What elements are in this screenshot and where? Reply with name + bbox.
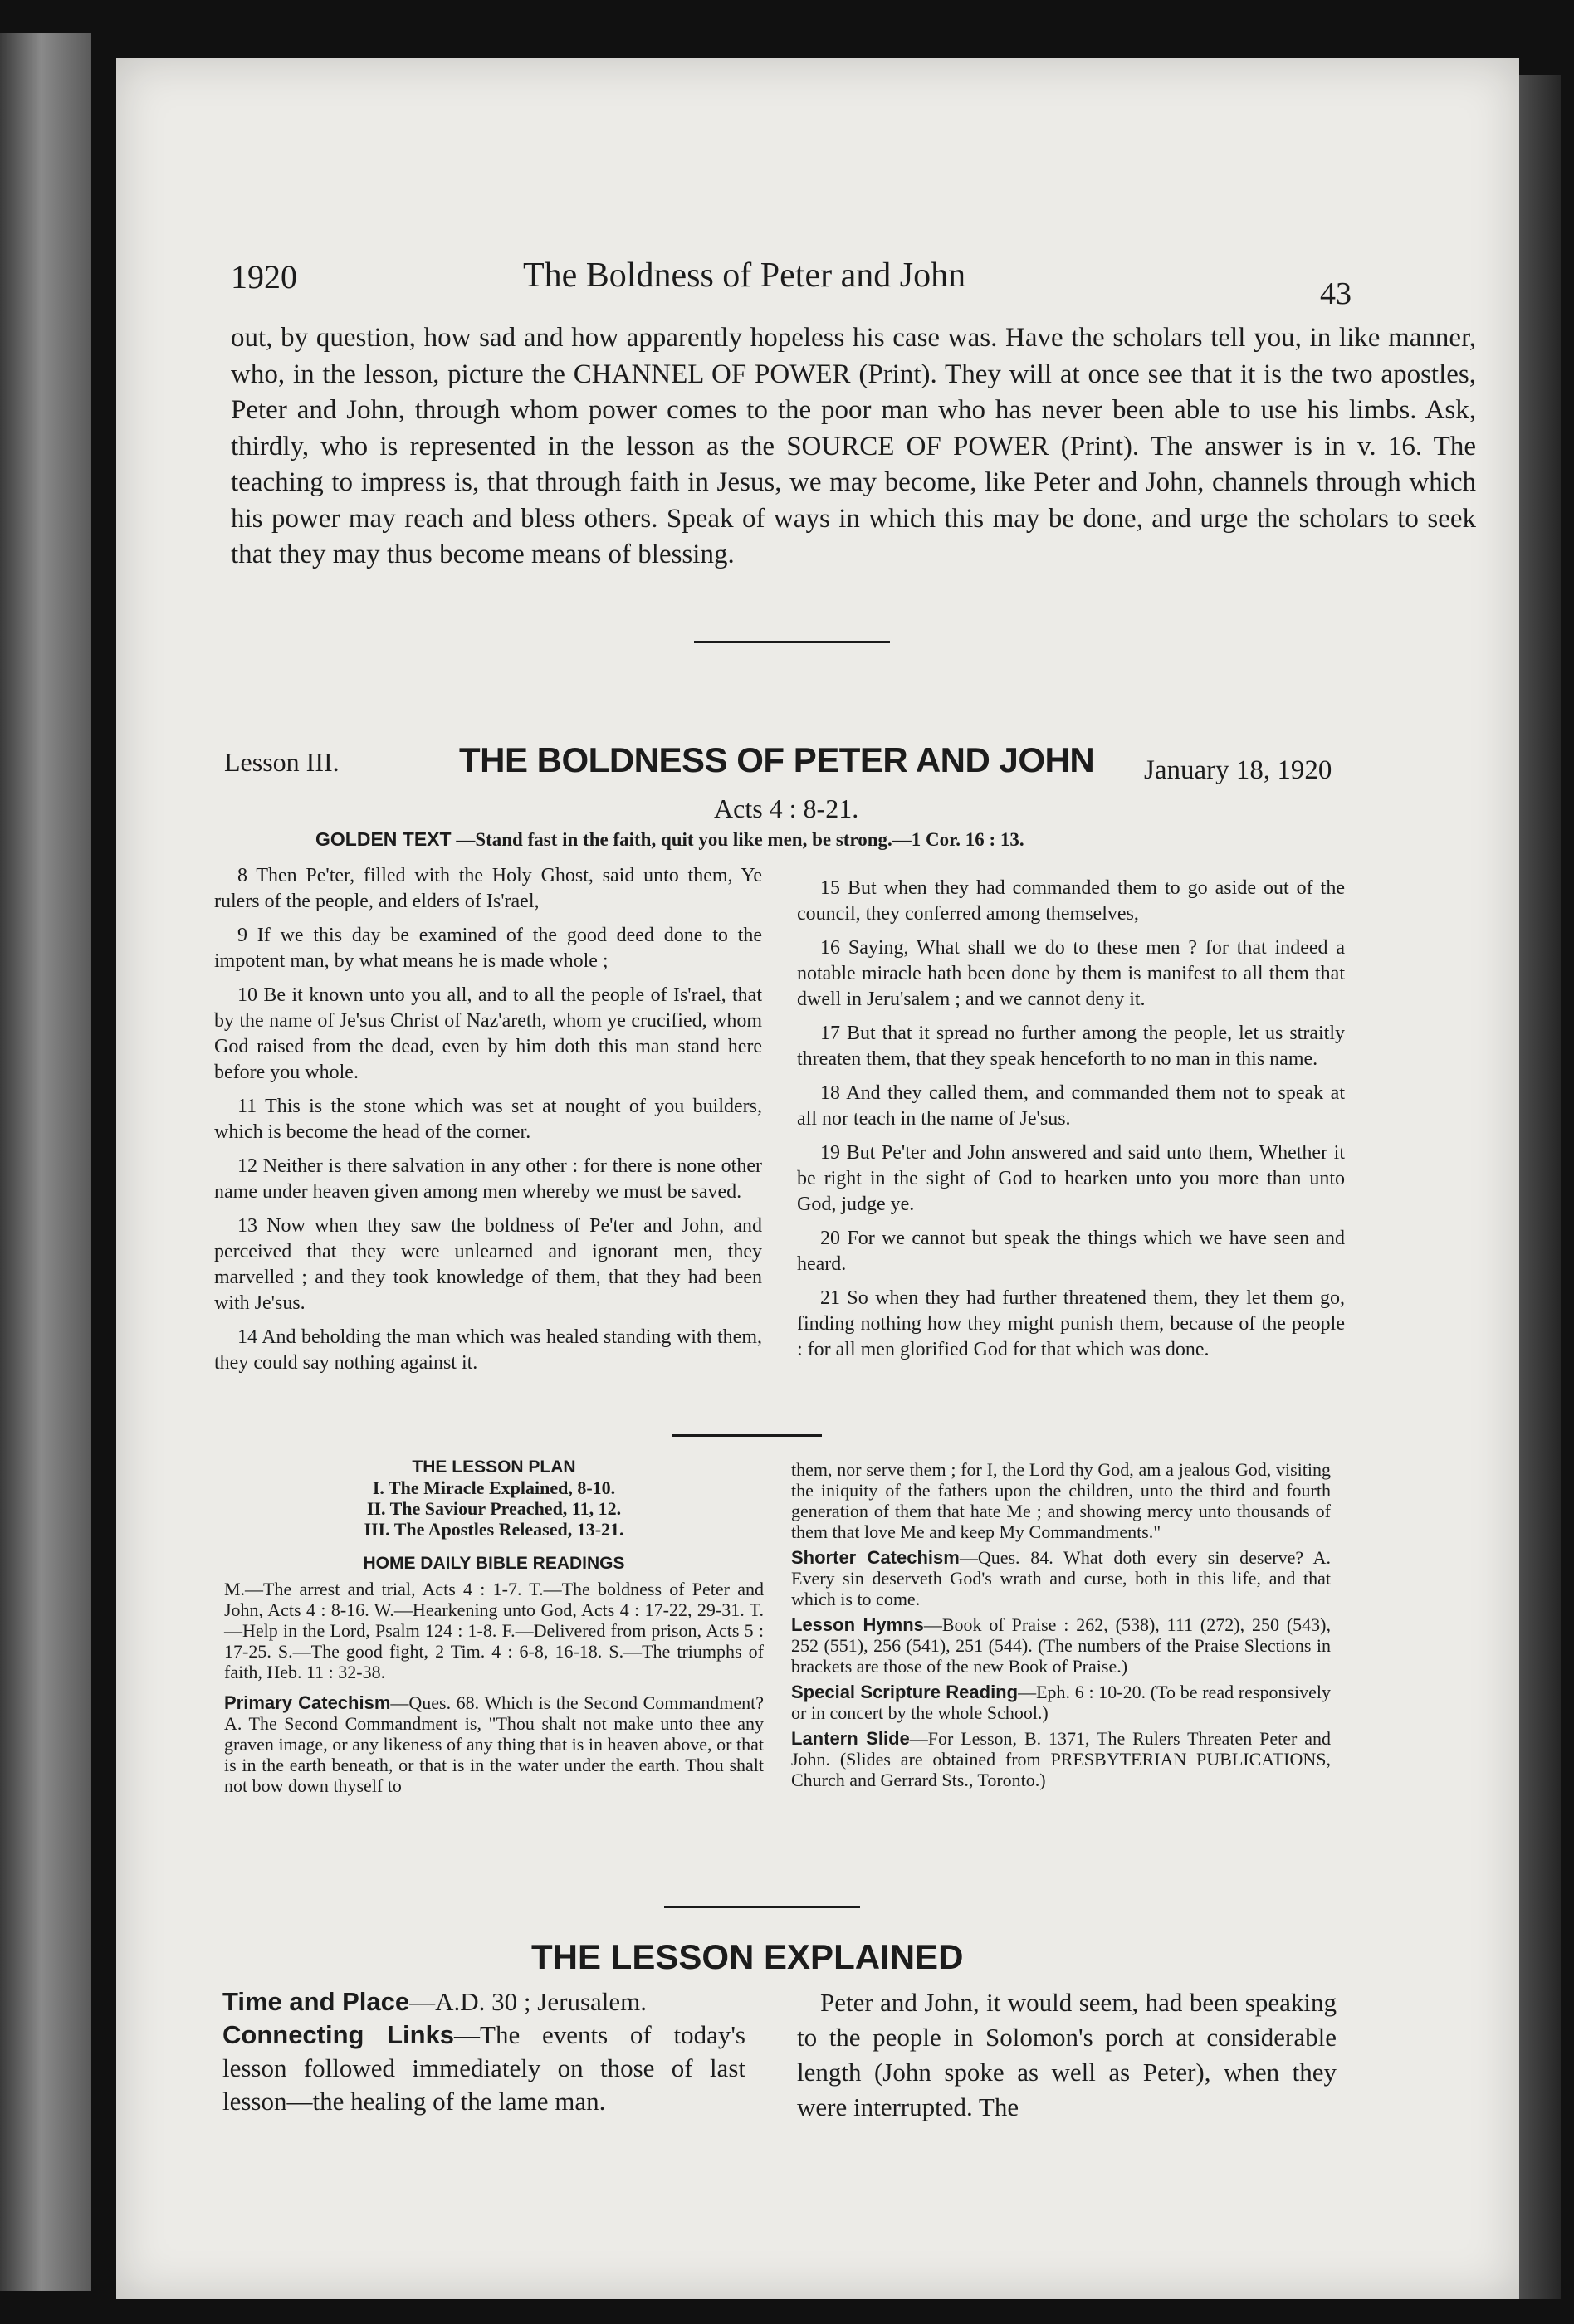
- scripture-verse: 19 But Pe'ter and John answered and said unto them, Whether it be right in the sight of God to hearken unto you more than unto God, judge ye.: [797, 1142, 1345, 1215]
- shorter-catechism: Shorter Catechism—Ques. 84. What doth every sin deserve? A. Every sin deserveth God's wrath and curse, both in this life, and that which is to come.: [791, 1547, 1331, 1609]
- home-readings-text: M.—The arrest and trial, Acts 4 : 1-7. T.—The boldness of Peter and John, Acts 4 : 8-16. W.—Hearkening unto God, Acts 4 : 17-22, 29-31. T.—Help in the Lord, Psalm 124 : 1-8. F.—Delivered from prison, Acts 5 : 17-25. S.—The good fight, 2 Tim. 4 : 6-8, 16-18. S.—The triumphs of faith, Heb. 11 : 32-38.: [224, 1579, 764, 1682]
- catechism-right-column: [791, 1459, 1331, 1795]
- golden-text: [315, 828, 1024, 851]
- section-divider: [672, 1434, 822, 1437]
- intro-paragraph: out, by question, how sad and how apparently hopeless his case was. Have the scholars tell you, in like manner, who, in the lesson, picture the CHANNEL OF POWER (Print). They will at once see that it is the two apostles, Peter and John, through whom power comes to the poor man who has never been able to use his limbs. Ask, thirdly, who is represented in the lesson as the SOURCE OF POWER (Print). The answer is in v. 16. The teaching to impress is, that through faith in Jesus, we may become, like Peter and John, channels through which his power may reach and bless others. Speak of ways in which this may be done, and urge the scholars to seek that they may thus become means of blessing.: [231, 323, 1476, 569]
- running-title: The Boldness of Peter and John: [523, 256, 966, 295]
- time-and-place: Time and Place—A.D. 30 ; Jerusalem.: [222, 1987, 647, 2016]
- scripture-verse: 16 Saying, What shall we do to these men ? for that indeed a notable miracle hath been done by them is manifest to all them that dwell in Jeru'salem ; and we cannot deny it.: [797, 937, 1345, 1010]
- left-page-edge: [0, 33, 91, 2291]
- page-number: 43: [1320, 276, 1352, 311]
- lesson-title: THE BOLDNESS OF PETER AND JOHN: [459, 740, 1095, 779]
- verses-left-column: [214, 863, 762, 1384]
- primary-catechism-label: Primary Catechism: [224, 1692, 391, 1713]
- lesson-hymns-label: Lesson Hymns: [791, 1614, 924, 1635]
- scripture-verse: 17 But that it spread no further among the people, let us straitly threaten them, that they speak henceforth to no man in this name.: [797, 1023, 1345, 1070]
- golden-text-body: —Stand fast in the faith, quit you like men, be strong.—1 Cor. 16 : 13.: [456, 829, 1024, 850]
- explained-right-column: Peter and John, it would seem, had been speaking to the people in Solomon's porch at considerable length (John spoke as well as Peter), when they were interrupted. The: [797, 1988, 1337, 2121]
- connecting-links-label: Connecting Links: [222, 2020, 455, 2049]
- scripture-verse: 18 And they called them, and commanded them not to speak at all nor teach in the name of Je'sus.: [797, 1082, 1345, 1130]
- primary-catechism-text: —Ques. 68. Which is the Second Commandment? A. The Second Commandment is, "Thou shalt not make unto thee any graven image, or any likeness of any thing that is in heaven above, or that is in the earth beneath, or that is in the water under the earth. Thou shalt not bow down thyself to: [224, 1692, 764, 1796]
- home-readings-heading: HOME DAILY BIBLE READINGS: [363, 1554, 625, 1573]
- lantern-slide: Lantern Slide—For Lesson, B. 1371, The Rulers Threaten Peter and John. (Slides are obtained from PRESBYTERIAN PUBLICATIONS, Church and Gerrard Sts., Toronto.): [791, 1728, 1332, 1790]
- lesson-explained-heading: THE LESSON EXPLAINED: [531, 1937, 964, 1976]
- explained-left-column: [222, 1985, 745, 2118]
- time-and-place-label: Time and Place: [222, 1987, 410, 2016]
- verses-right-column: [797, 876, 1345, 1371]
- scripture-verse: 20 For we cannot but speak the things which we have seen and heard.: [797, 1228, 1345, 1275]
- scripture-verse: 12 Neither is there salvation in any other : for there is none other name under heaven given among men whereby we must be saved.: [214, 1155, 762, 1203]
- scripture-verse: 11 This is the stone which was set at nought of you builders, which is become the head of the corner.: [214, 1096, 762, 1143]
- lesson-plan-item: I. The Miracle Explained, 8-10.: [372, 1477, 616, 1498]
- lesson-plan-heading: THE LESSON PLAN: [412, 1457, 576, 1477]
- primary-catechism: [224, 1692, 764, 1796]
- lesson-plan-item: II. The Saviour Preached, 11, 12.: [366, 1498, 622, 1519]
- lesson-date: January 18, 1920: [1144, 755, 1332, 785]
- scripture-verse: 13 Now when they saw the boldness of Pe'ter and John, and perceived that they were unlearned and ignorant men, they marvelled ; and they took knowledge of them, that they had been with Je'sus.: [214, 1215, 762, 1314]
- section-divider: [694, 641, 890, 643]
- scripture-verse: 8 Then Pe'ter, filled with the Holy Ghost, said unto them, Ye rulers of the people, and elders of Is'rael,: [214, 865, 762, 912]
- scripture-verse: 14 And beholding the man which was healed standing with them, they could say nothing against it.: [214, 1326, 762, 1374]
- scripture-verse: 9 If we this day be examined of the good deed done to the impotent man, by what means he is made whole ;: [214, 925, 762, 972]
- scripture-verse: 10 Be it known unto you all, and to all the people of Is'rael, that by the name of Je'sus Christ of Naz'areth, whom ye crucified, whom God raised from the dead, even by him doth this man stand here before you whole.: [214, 984, 762, 1083]
- lesson-number: Lesson III.: [224, 747, 340, 777]
- shorter-catechism-label: Shorter Catechism: [791, 1547, 960, 1568]
- lantern-slide-label: Lantern Slide: [791, 1728, 910, 1749]
- section-divider: [664, 1906, 860, 1908]
- lesson-plan-item: III. The Apostles Released, 13-21.: [364, 1519, 624, 1540]
- special-reading-label: Special Scripture Reading: [791, 1682, 1019, 1702]
- connecting-links: Connecting Links—The events of today's lesson followed immediately on those of last lesson—the healing of the lame man.: [222, 2020, 745, 2116]
- header-year: 1920: [231, 258, 297, 295]
- lesson-hymns: Lesson Hymns—Book of Praise : 262, (538), 111 (272), 250 (543), 252 (551), 256 (541), 251 (544). (The numbers of the Praise Slections in brackets are those of the new Book of Praise.): [791, 1614, 1331, 1677]
- book-page: [116, 58, 1519, 2299]
- scripture-verse: 15 But when they had commanded them to go aside out of the council, they conferred among themselves,: [797, 877, 1345, 925]
- lesson-plan-block: [224, 1457, 764, 1796]
- catechism-continued: them, nor serve them ; for I, the Lord thy God, am a jealous God, visiting the iniquity of the fathers upon the children, unto the third and fourth generation of them that hate Me ; and showing mercy unto thousands of them that love Me and keep My Commandments.": [791, 1459, 1331, 1542]
- scripture-verse: 21 So when they had further threatened them, they let them go, finding nothing how they might punish them, because of the people : for all men glorified God for that which was done.: [797, 1287, 1345, 1360]
- scripture-reference: Acts 4 : 8-21.: [714, 793, 859, 823]
- book-spine-edge: [1519, 75, 1561, 2299]
- special-reading: Special Scripture Reading—Eph. 6 : 10-20. (To be read responsively or in concert by the whole School.): [791, 1682, 1332, 1723]
- golden-text-label: GOLDEN TEXT: [315, 828, 452, 850]
